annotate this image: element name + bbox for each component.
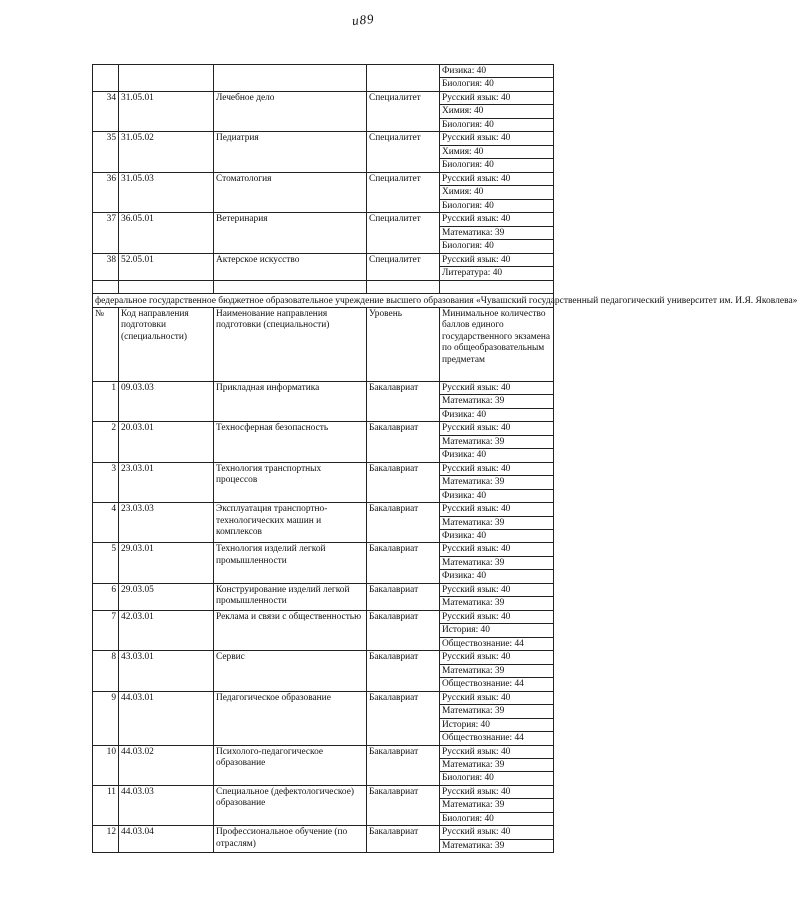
empty-cell: [93, 280, 119, 293]
exam-subject-score: Математика: 39: [440, 839, 554, 852]
exam-subject-score: Физика: 40: [440, 570, 554, 583]
exam-subject-score: Русский язык: 40: [440, 381, 554, 394]
exam-subject-score: Русский язык: 40: [440, 610, 554, 623]
row-number: 5: [93, 543, 119, 583]
table-row: [93, 91, 554, 104]
education-level: Бакалавриат: [367, 543, 440, 583]
row-number: 37: [93, 213, 119, 253]
exam-subject-score: Русский язык: 40: [440, 651, 554, 664]
direction-name: Сервис: [214, 651, 367, 691]
row-number: 4: [93, 503, 119, 543]
direction-code: 20.03.01: [119, 422, 214, 462]
exam-subject-score: Математика: 39: [440, 664, 554, 677]
direction-code: 29.03.01: [119, 543, 214, 583]
direction-name: Реклама и связи с общественностью: [214, 610, 367, 650]
direction-code: 29.03.05: [119, 583, 214, 610]
row-number: 8: [93, 651, 119, 691]
exam-subject-score: Биология: 40: [440, 240, 554, 253]
education-level: Бакалавриат: [367, 691, 440, 745]
exam-subject-score: Обществознание: 44: [440, 637, 554, 650]
exam-subject-score: Математика: 39: [440, 395, 554, 408]
education-level: Специалитет: [367, 91, 440, 131]
direction-name: Эксплуатация транспортно-технологических машин и комплексов: [214, 503, 367, 543]
exam-subject-score: Русский язык: 40: [440, 583, 554, 596]
direction-name: Педагогическое образование: [214, 691, 367, 745]
exam-subject-score: Физика: 40: [440, 449, 554, 462]
exam-subject-score: Химия: 40: [440, 105, 554, 118]
exam-subject-score: Математика: 39: [440, 597, 554, 610]
header-level: Уровень: [367, 307, 440, 381]
direction-name: Стоматология: [214, 172, 367, 212]
row-number: 12: [93, 826, 119, 853]
exam-subject-score: Биология: 40: [440, 78, 554, 91]
exam-subject-score: Русский язык: 40: [440, 826, 554, 839]
exam-subject-score: Математика: 39: [440, 435, 554, 448]
exam-subject-score: Биология: 40: [440, 199, 554, 212]
university-title: федеральное государственное бюджетное образовательное учреждение высшего образования «Чувашский государственный педагогический университет им. И.Я. Яковлева»: [93, 293, 554, 307]
row-number: 11: [93, 785, 119, 825]
exam-subject-score: Русский язык: 40: [440, 253, 554, 266]
empty-cell: [440, 280, 554, 293]
exam-subject-score: Русский язык: 40: [440, 745, 554, 758]
table-row: [93, 503, 554, 516]
empty-cell: [214, 280, 367, 293]
direction-name: Технология изделий легкой промышленности: [214, 543, 367, 583]
exam-subject-score: История: 40: [440, 624, 554, 637]
table-row: [93, 422, 554, 435]
direction-code: 52.05.01: [119, 253, 214, 280]
exam-subject-score: Обществознание: 44: [440, 732, 554, 745]
exam-subject-score: История: 40: [440, 718, 554, 731]
table-row: [93, 691, 554, 704]
direction-code: 36.05.01: [119, 213, 214, 253]
direction-name: Профессиональное обучение (по отраслям): [214, 826, 367, 853]
education-level: Бакалавриат: [367, 651, 440, 691]
direction-code: 44.03.02: [119, 745, 214, 785]
direction-code: 31.05.01: [119, 91, 214, 131]
education-level: Бакалавриат: [367, 745, 440, 785]
education-level: Бакалавриат: [367, 381, 440, 421]
education-level: [367, 65, 440, 92]
education-level: Бакалавриат: [367, 422, 440, 462]
education-level: Специалитет: [367, 213, 440, 253]
table-row: [93, 132, 554, 145]
table-header: [93, 307, 554, 381]
exam-subject-score: Математика: 39: [440, 758, 554, 771]
exam-subject-score: Русский язык: 40: [440, 213, 554, 226]
direction-code: 31.05.03: [119, 172, 214, 212]
row-number: 35: [93, 132, 119, 172]
education-level: Бакалавриат: [367, 462, 440, 502]
table-row: [93, 583, 554, 596]
direction-code: 44.03.01: [119, 691, 214, 745]
exam-subject-score: Математика: 39: [440, 516, 554, 529]
table-row: [93, 610, 554, 623]
direction-code: [119, 65, 214, 92]
exam-subject-score: Химия: 40: [440, 145, 554, 158]
direction-code: 23.03.01: [119, 462, 214, 502]
direction-code: 42.03.01: [119, 610, 214, 650]
header-number: №: [93, 307, 119, 381]
row-number: 6: [93, 583, 119, 610]
table-row: [93, 65, 554, 78]
exam-subject-score: Математика: 39: [440, 476, 554, 489]
row-number: 7: [93, 610, 119, 650]
header-name: Наименование направления подготовки (специальности): [214, 307, 367, 381]
table-row: [93, 253, 554, 266]
direction-code: 09.03.03: [119, 381, 214, 421]
table-row: [93, 213, 554, 226]
exam-subject-score: Обществознание: 44: [440, 678, 554, 691]
exam-subject-score: Русский язык: 40: [440, 462, 554, 475]
direction-name: Технология транспортных процессов: [214, 462, 367, 502]
exam-subject-score: Русский язык: 40: [440, 543, 554, 556]
exam-subject-score: Физика: 40: [440, 489, 554, 502]
exam-subject-score: Русский язык: 40: [440, 132, 554, 145]
direction-code: 43.03.01: [119, 651, 214, 691]
exam-subject-score: Математика: 39: [440, 226, 554, 239]
page-number: и89: [351, 10, 376, 29]
education-level: Бакалавриат: [367, 610, 440, 650]
spacer-row: [93, 280, 554, 293]
exam-subject-score: Математика: 39: [440, 799, 554, 812]
exam-subject-score: Русский язык: 40: [440, 91, 554, 104]
education-level: Специалитет: [367, 172, 440, 212]
exam-subject-score: Биология: 40: [440, 159, 554, 172]
exam-subject-score: Биология: 40: [440, 812, 554, 825]
exam-subject-score: Русский язык: 40: [440, 691, 554, 704]
exam-subject-score: Химия: 40: [440, 186, 554, 199]
empty-cell: [367, 280, 440, 293]
direction-code: 23.03.03: [119, 503, 214, 543]
direction-code: 44.03.04: [119, 826, 214, 853]
table-row: [93, 785, 554, 798]
table-row: [93, 826, 554, 839]
exam-subject-score: Биология: 40: [440, 118, 554, 131]
header-code: Код направления подготовки (специальности): [119, 307, 214, 381]
education-level: Бакалавриат: [367, 503, 440, 543]
row-number: 3: [93, 462, 119, 502]
direction-name: Психолого-педагогическое образование: [214, 745, 367, 785]
row-number: 38: [93, 253, 119, 280]
education-level: Специалитет: [367, 253, 440, 280]
row-number: [93, 65, 119, 92]
exam-subject-score: Русский язык: 40: [440, 172, 554, 185]
direction-name: Ветеринария: [214, 213, 367, 253]
exam-subject-score: Биология: 40: [440, 772, 554, 785]
direction-name: Специальное (дефектологическое) образование: [214, 785, 367, 825]
education-level: Специалитет: [367, 132, 440, 172]
direction-code: 31.05.02: [119, 132, 214, 172]
exam-subject-score: Русский язык: 40: [440, 785, 554, 798]
direction-name: Лечебное дело: [214, 91, 367, 131]
table-row: [93, 462, 554, 475]
row-number: 34: [93, 91, 119, 131]
row-number: 1: [93, 381, 119, 421]
exam-subject-score: Литература: 40: [440, 267, 554, 280]
direction-name: Конструирование изделий легкой промышленности: [214, 583, 367, 610]
exam-subject-score: Математика: 39: [440, 705, 554, 718]
exam-subject-score: Физика: 40: [440, 65, 554, 78]
direction-name: Техносферная безопасность: [214, 422, 367, 462]
admission-table: [92, 64, 797, 853]
table-row: [93, 651, 554, 664]
row-number: 2: [93, 422, 119, 462]
exam-subject-score: Физика: 40: [440, 408, 554, 421]
table-row: [93, 381, 554, 394]
exam-subject-score: Русский язык: 40: [440, 503, 554, 516]
table-row: [93, 543, 554, 556]
exam-subject-score: Математика: 39: [440, 556, 554, 569]
education-level: Бакалавриат: [367, 785, 440, 825]
exam-subject-score: Физика: 40: [440, 530, 554, 543]
table-row: [93, 745, 554, 758]
table-row: [93, 172, 554, 185]
empty-cell: [119, 280, 214, 293]
row-number: 36: [93, 172, 119, 212]
education-level: Бакалавриат: [367, 583, 440, 610]
direction-code: 44.03.03: [119, 785, 214, 825]
header-min-score: Минимальное количество баллов единого государственного экзамена по общеобразовательным предметам: [440, 307, 554, 381]
row-number: 9: [93, 691, 119, 745]
direction-name: [214, 65, 367, 92]
education-level: Бакалавриат: [367, 826, 440, 853]
direction-name: Актерское искусство: [214, 253, 367, 280]
row-number: 10: [93, 745, 119, 785]
direction-name: Прикладная информатика: [214, 381, 367, 421]
direction-name: Педиатрия: [214, 132, 367, 172]
exam-subject-score: Русский язык: 40: [440, 422, 554, 435]
